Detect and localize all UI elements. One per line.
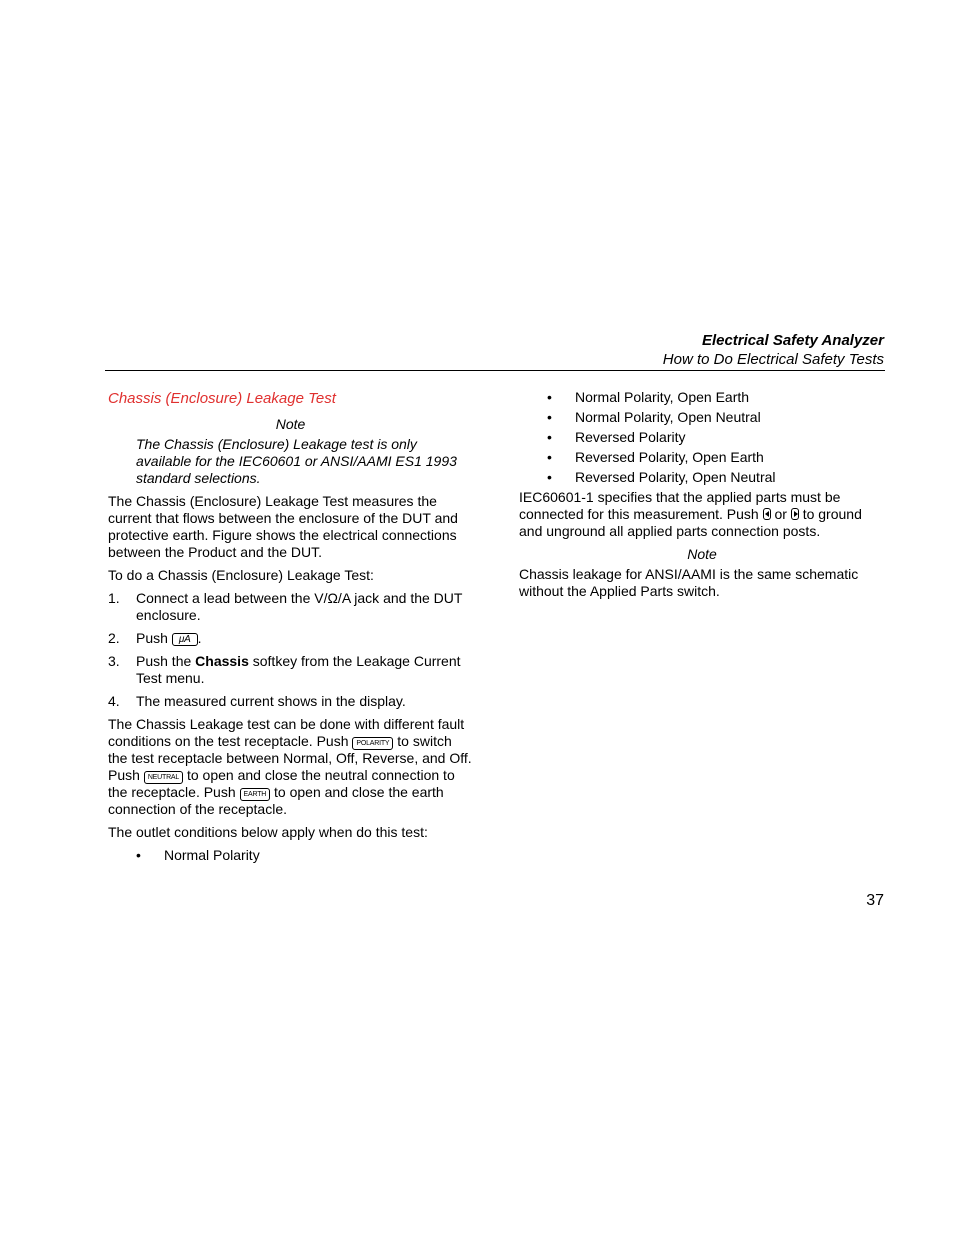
note-label: Note <box>275 416 306 432</box>
bullet-icon: • <box>136 847 141 863</box>
running-header-title: Electrical Safety Analyzer <box>701 332 884 349</box>
step-text: The measured current shows in the display. <box>136 693 406 709</box>
right-column <box>519 389 885 606</box>
list-item: • Normal Polarity, Open Earth <box>547 389 750 405</box>
polarity-key-icon: POLARITY <box>352 737 393 750</box>
bullet-icon: • <box>547 469 552 485</box>
microamp-key-icon: μA <box>172 633 198 646</box>
step-number: 1. <box>108 590 120 606</box>
step-number: 3. <box>108 653 120 669</box>
step-number: 2. <box>108 630 120 646</box>
outlet-conditions-list-continued <box>547 389 885 486</box>
list-item: • Reversed Polarity, Open Neutral <box>547 469 776 485</box>
intro-paragraph: The Chassis (Enclosure) Leakage Test measures the current that flows between the enclosure of the DUT and protective earth. Figure shows the electrical connections between the Product and the DUT. <box>108 493 458 560</box>
note-text: The Chassis (Enclosure) Leakage test is only available for the IEC60601 or ANSI/AAMI ES1 1993 standard selections. <box>136 436 457 486</box>
step-text: Push the <box>136 653 196 669</box>
page-number: 37 <box>866 892 884 909</box>
step-text: Push <box>136 630 172 646</box>
list-item: • Normal Polarity <box>136 847 260 863</box>
bullet-icon: • <box>547 389 552 405</box>
step-text-end: softkey from the Leakage Current Test menu. <box>136 653 461 686</box>
list-item: • Normal Polarity, Open Neutral <box>547 409 761 425</box>
step-item <box>108 630 473 647</box>
note-label: Note <box>687 546 717 562</box>
steps-intro: To do a Chassis (Enclosure) Leakage Test: <box>108 567 374 583</box>
step-item <box>108 653 473 687</box>
running-header-subtitle: How to Do Electrical Safety Tests <box>662 351 884 368</box>
outlet-conditions-list <box>136 847 473 864</box>
list-item: • Reversed Polarity <box>547 429 686 445</box>
step-item <box>108 693 473 710</box>
step-text-end: . <box>197 630 202 646</box>
steps-list <box>108 590 473 710</box>
earth-key-icon: EARTH <box>240 788 271 801</box>
step-text: Connect a lead between the V/Ω/A jack and the DUT enclosure. <box>136 590 463 623</box>
bullet-icon: • <box>547 429 552 445</box>
list-item: • Reversed Polarity, Open Earth <box>547 449 764 465</box>
fault-conditions-paragraph: The Chassis Leakage test can be done with different fault conditions on the test receptacle. Push POLARITY to switch the test receptacle between Normal, Off, Reverse, and Off. Push NEUTRAL to open and close the neutral connection to the receptacle. Push EARTH to open and close the earth connection of the receptacle. <box>108 716 472 817</box>
header-rule <box>105 370 885 371</box>
outlet-intro: The outlet conditions below apply when do this test: <box>108 824 428 840</box>
left-column <box>108 389 473 867</box>
neutral-key-icon: NEUTRAL <box>144 771 183 784</box>
bullet-icon: • <box>547 409 552 425</box>
section-title: Chassis (Enclosure) Leakage Test <box>108 390 336 407</box>
step-item <box>108 590 473 624</box>
left-arrow-key-icon <box>763 508 771 520</box>
chassis-softkey-label: Chassis <box>195 653 249 669</box>
iec-paragraph: IEC60601-1 specifies that the applied parts must be connected for this measurement. Push or to ground and unground all applied parts connection posts. <box>519 489 862 539</box>
bullet-icon: • <box>547 449 552 465</box>
right-arrow-key-icon <box>791 508 799 520</box>
note-text: Chassis leakage for ANSI/AAMI is the same schematic without the Applied Parts switch. <box>519 566 859 599</box>
step-number: 4. <box>108 693 120 709</box>
